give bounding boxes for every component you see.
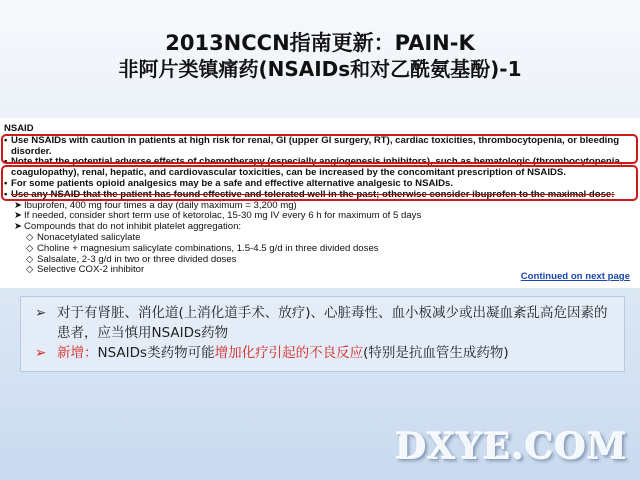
new-label: 新增： bbox=[57, 345, 98, 361]
arrow-right-icon: ➤ bbox=[14, 210, 23, 222]
excerpt-item-text: For some patients opioid analgesics may be a safe and effective alternative analgesic to NSAIDs. bbox=[11, 177, 453, 189]
watermark-logo: DXYE.COM bbox=[395, 426, 628, 468]
highlight-box-chemo bbox=[1, 165, 638, 201]
summary-bullet-caution bbox=[35, 303, 614, 343]
bullet-dot-icon: • bbox=[4, 188, 8, 200]
title-line-2: 非阿片类镇痛药(NSAIDs和对乙酰氨基酚)-1 bbox=[118, 57, 522, 81]
compound-item: ◇ Choline + magnesium salicylate combinations, 1.5-4.5 g/d in three divided doses bbox=[26, 242, 379, 254]
continued-next-page-link[interactable]: Continued on next page bbox=[520, 271, 630, 283]
diamond-bullet-icon: ◇ bbox=[26, 231, 34, 243]
summary-bullet-emphasis: 增加化疗引起的不良反应 bbox=[214, 345, 364, 361]
excerpt-item-text: Note that the potential adverse effects of chemotherapy (especially angiogenesis inhibitors), such as hematologic (thrombocytopenia, coagulopathy), renal, hepatic, and cardiovascular toxicities, can be increased by the concomitant prescription of NSAIDS. bbox=[11, 156, 623, 179]
summary-bullet-text: 对于有肾脏、消化道(上消化道手术、放疗)、心脏毒性、血小板减少或出凝血紊乱高危因素的患者，应当慎用NSAIDs药物 bbox=[57, 305, 608, 341]
excerpt-heading: NSAID bbox=[4, 123, 34, 134]
compound-item: ◇ Selective COX-2 inhibitor bbox=[26, 264, 145, 276]
summary-bullet-new bbox=[35, 343, 614, 363]
bullet-dot-icon: • bbox=[4, 156, 8, 168]
excerpt-item-text: Use any NSAID that the patient has found effective and tolerated well in the past; otherwise consider ibuprofen to the maximal dose: bbox=[11, 188, 615, 200]
compound-item: ◇ Nonacetylated salicylate bbox=[26, 231, 141, 243]
excerpt-sub-item: ➤ If needed, consider short term use of ketorolac, 15-30 mg IV every 6 h for maximum of 5 days bbox=[14, 210, 422, 222]
diamond-bullet-icon: ◇ bbox=[26, 242, 34, 254]
diamond-bullet-icon: ◇ bbox=[26, 264, 34, 276]
excerpt-item-text: Use NSAIDs with caution in patients at high risk for renal, GI (upper GI surgery, RT), cardiac toxicities, thrombocytopenia, or bleeding disorder. bbox=[11, 134, 620, 157]
bullet-dot-icon: • bbox=[4, 134, 8, 146]
excerpt-sub-item: ➤ Ibuprofen, 400 mg four times a day (daily maximum = 3,200 mg) bbox=[14, 199, 297, 211]
summary-bullet-text: (特别是抗血管生成药物) bbox=[363, 345, 509, 361]
slide-title bbox=[0, 30, 640, 82]
arrow-bullet-icon: ➢ bbox=[35, 345, 47, 361]
arrow-right-icon: ➤ bbox=[14, 221, 23, 233]
bullet-dot-icon: • bbox=[4, 177, 8, 189]
summary-bullets bbox=[20, 296, 625, 372]
compound-item: ◇ Salsalate, 2-3 g/d in two or three divided doses bbox=[26, 253, 237, 265]
guideline-excerpt bbox=[0, 118, 640, 288]
title-line-1: 2013NCCN指南更新：PAIN-K bbox=[165, 31, 475, 55]
arrow-right-icon: ➤ bbox=[14, 199, 23, 211]
summary-bullet-text: NSAIDs类药物可能 bbox=[97, 345, 215, 361]
excerpt-sub-item: ➤ Compounds that do not inhibit platelet aggregation: bbox=[14, 221, 242, 233]
highlight-box-caution bbox=[1, 134, 638, 164]
arrow-bullet-icon: ➢ bbox=[35, 305, 47, 321]
diamond-bullet-icon: ◇ bbox=[26, 253, 34, 265]
